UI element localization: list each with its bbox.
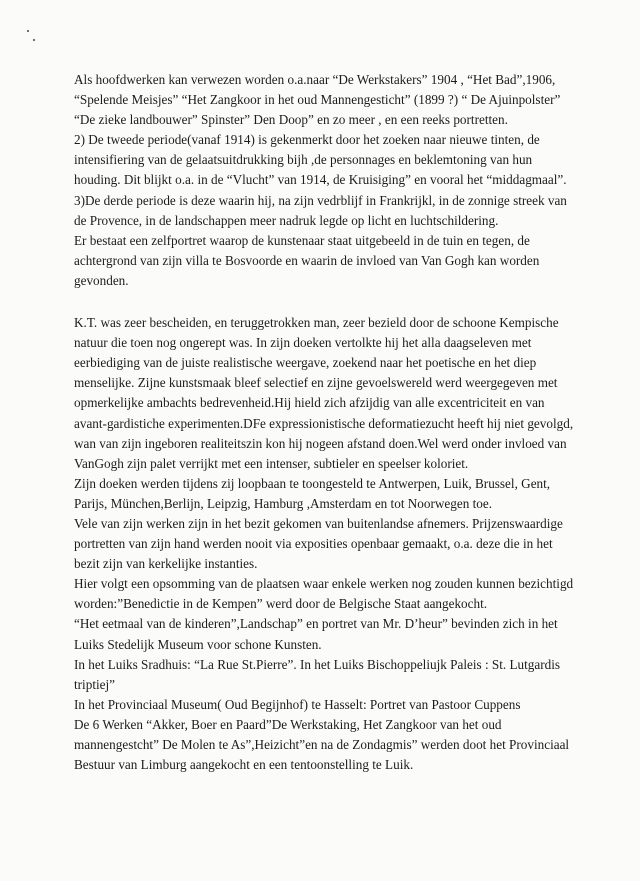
text-line: portretten van zijn hand werden nooit via exposities openbaar gemaakt, o.a. deze die in het <box>74 536 553 552</box>
scan-speck <box>33 39 35 41</box>
text-line: VanGogh zijn palet verrijkt met een intenser, subtieler en speelser koloriet. <box>74 455 469 471</box>
text-line: worden:”Benedictie in de Kempen” werd door de Belgische Staat aangekocht. <box>74 596 488 612</box>
text-line: 3)De derde periode is deze waarin hij, na zijn vedrblijf in Frankrijkl, in de zonnige streek van <box>74 192 567 208</box>
text-line: wan van zijn ingeboren realiteitszin kon hij nogeen afstand doen.Wel werd onder invloed van <box>74 435 567 451</box>
text-line: 2) De tweede periode(vanaf 1914) is gekenmerkt door het zoeken naar nieuwe tinten, de <box>74 132 540 148</box>
text-line: “Het eetmaal van de kinderen”,Landschap” en portret van Mr. D’heur” bevinden zich in het <box>74 616 558 632</box>
text-line: Zijn doeken werden tijdens zij loopbaan te toongesteld te Antwerpen, Luik, Brussel, Gent, <box>74 475 551 491</box>
text-line: “De zieke landbouwer” Spinster” Den Doop” en zo meer , en een reeks portretten. <box>74 112 508 128</box>
text-line: opmerkelijke ambachts bedrevenheid.Hij hield zich afzijdig van alle excentriciteit en van <box>74 395 545 411</box>
document-body <box>74 70 634 775</box>
paragraph <box>74 70 634 291</box>
text-line: Hier volgt een opsomming van de plaatsen waar enkele werken nog zouden kunnen bezichtigd <box>74 576 574 592</box>
text-line: avant-gardistiche experimenten.DFe expressionistische deformatiezucht heeft hij niet gevolgd, <box>74 415 574 431</box>
text-line: Bestuur van Limburg aangekocht en een tentoonstelling te Luik. <box>74 757 414 773</box>
text-line: Luiks Stedelijk Museum voor schone Kunsten. <box>74 636 322 652</box>
text-line: In het Provinciaal Museum( Oud Begijnhof) te Hasselt: Portret van Pastoor Cuppens <box>74 696 521 712</box>
text-line: intensifiering van de gelaatsuitdrukking bijh ,de personnages en beklemtoning van hun <box>74 152 533 168</box>
text-line: de Provence, in de landschappen meer nadruk legde op licht en luchtschildering. <box>74 212 499 228</box>
text-line: Parijs, München,Berlijn, Leipzig, Hamburg ,Amsterdam en tot Noorwegen toe. <box>74 495 493 511</box>
text-line: mannengestcht” De Molen te As”,Heizicht”en na de Zondagmis” werden doot het Provinciaal <box>74 737 570 752</box>
text-line: achtergrond van zijn villa te Bosvoorde en waarin de invloed van Van Gogh kan worden <box>74 252 540 268</box>
text-line: De 6 Werken “Akker, Boer en Paard”De Werkstaking, Het Zangkoor van het oud <box>74 716 502 732</box>
text-line: Vele van zijn werken zijn in het bezit gekomen van buitenlandse afnemers. Prijzenswaardige <box>74 515 563 531</box>
text-line: In het Luiks Sradhuis: “La Rue St.Pierre”. In het Luiks Bischoppeliujk Paleis : St. Lutgardis <box>74 656 561 672</box>
text-line: houding. Dit blijkt o.a. in de “Vlucht” van 1914, de Kruisiging” en vooral het “middagmaal”. <box>74 172 567 188</box>
text-line: K.T. was zeer bescheiden, en teruggetrokken man, zeer bezield door de schoone Kempische <box>74 315 559 331</box>
text-line: bezit zijn van kerkelijke instanties. <box>74 556 258 572</box>
text-line: gevonden. <box>74 272 129 288</box>
text-line: “Spelende Meisjes” “Het Zangkoor in het oud Mannengesticht” (1899 ?) “ De Ajuinpolster” <box>74 92 561 108</box>
text-line: triptiej” <box>74 676 116 692</box>
text-line: Er bestaat een zelfportret waarop de kunstenaar staat uitgebeeld in de tuin en tegen, de <box>74 232 530 248</box>
text-line: Als hoofdwerken kan verwezen worden o.a.naar “De Werkstakers” 1904 , “Het Bad”,1906, <box>74 72 556 87</box>
scan-speck <box>27 30 29 32</box>
text-line: natuur die toen nog ongerept was. In zijn doeken vertolkte hij het alla daagseleven met <box>74 335 532 351</box>
paragraph <box>74 313 634 775</box>
paragraph-gap <box>74 291 634 313</box>
text-line: eerbiediging van de juiste realistische weergave, zoekend naar het poetische en het diep <box>74 355 537 371</box>
text-line: menselijke. Zijne kunstsmaak bleef selectief en zijne gevoelswereld werd weergegeven met <box>74 375 558 391</box>
